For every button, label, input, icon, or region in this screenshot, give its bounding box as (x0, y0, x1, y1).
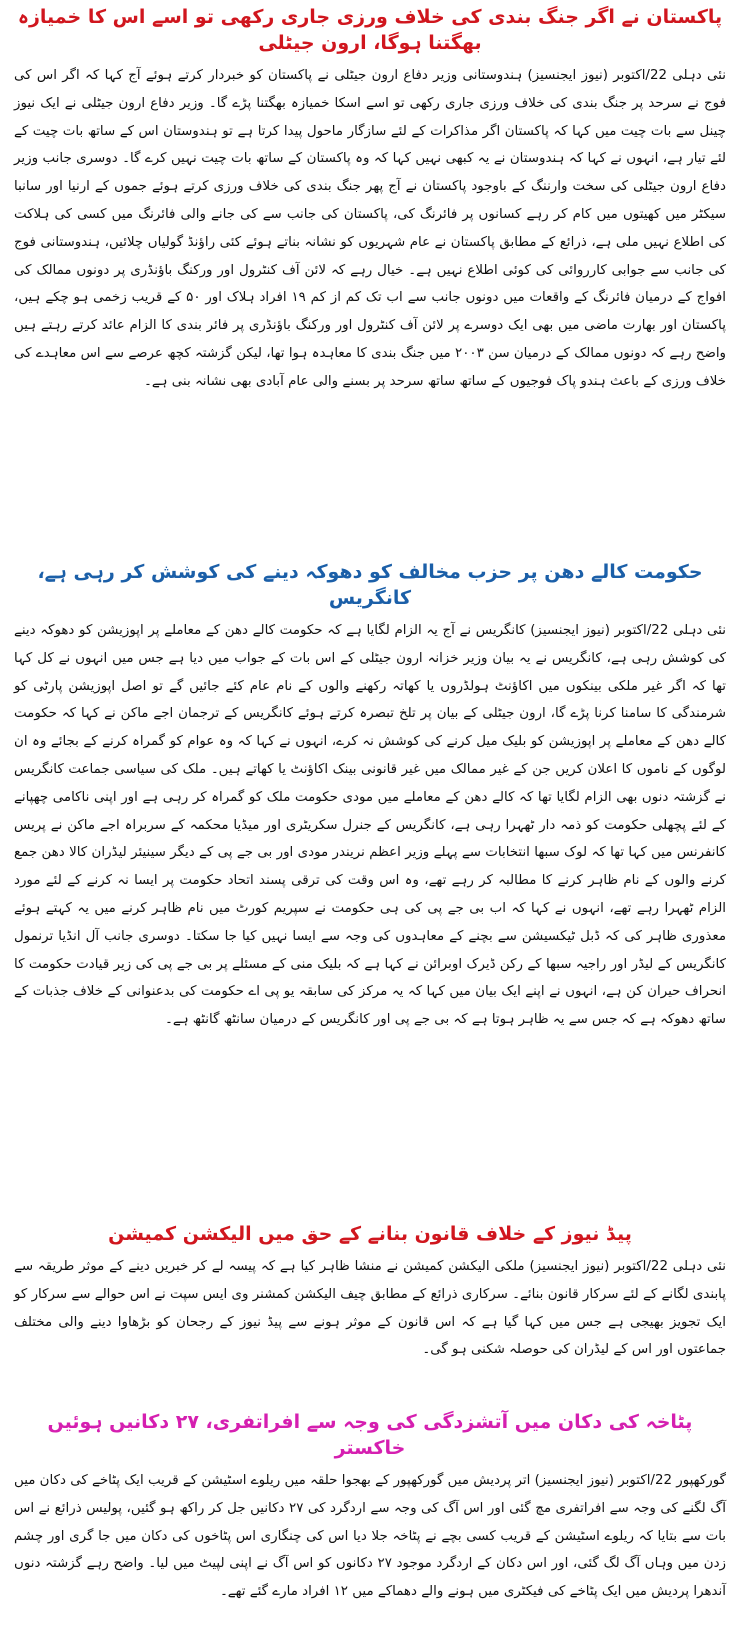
article-headline: پیڈ نیوز کے خلاف قانون بنانے کے حق میں الیکشن کمیشن (108, 1223, 632, 1245)
article-dateline: نئی دہلی 22/اکتوبر (نیوز ایجنسیز) (529, 1259, 726, 1274)
article-text: ملکی الیکشن کمیشن نے منشا ظاہر کیا ہے کہ پیسہ لے کر خبریں دینے کے موثر طریقہ سے پابندی لگانے کے لئے سرکار قانون بنائے۔ سرکاری ذرائع کے مطابق چیف الیکشن کمشنر وی ایس سپت نے اس حوالے سے سرکار کو ایک تجویز بھیجی ہے جس میں کہا گیا ہے کہ اس قانون کے موثر ہونے سے پیڈ نیوز کے رجحان کو بڑھاوا دینے والی مختلف جماعتوں اور اس کے لیڈران کی حوصلہ شکنی ہو گی۔ (14, 1259, 726, 1358)
article-headline: حکومت کالے دھن پر حزب مخالف کو دھوکہ دینے کی کوشش کر رہی ہے، کانگریس (37, 561, 703, 609)
article-dateline: نئی دہلی 22/اکتوبر (نیوز ایجنسیز) (530, 623, 726, 638)
article-paid-news (14, 1217, 726, 1405)
article-ceasefire (14, 0, 726, 555)
article-firecracker-fire (14, 1405, 726, 1640)
article-text: اتر پردیش میں گورکھپور کے بھجوا حلقہ میں ریلوے اسٹیشن کے قریب ایک پٹاخے کی دکان میں آگ لگنے کی وجہ سے افراتفری مچ گئی اور اس آگ کی وجہ سے اردگرد کی ۲۷ دکانیں جل کر راکھ ہو گئیں، پولیس ذرائع نے اس بات سے بتایا کہ ریلوے اسٹیشن کے قریب کسی بچے نے پٹاخہ جلا دیا اس کی چنگاری اس پٹاخوں کی دکان میں جا گری اور چشم زدن میں وہاں آگ لگ گئی، اور اس دکان کے اردگرد موجود ۲۷ دکانوں کو اس آگ نے اپنی لپیٹ میں لیا۔ واضح رہے گزشتہ دنوں آندھرا پردیش میں ایک پٹاخے کی فیکٹری میں ہونے والے دھماکے میں ۱۲ افراد مارے گئے تھے۔ (14, 1473, 726, 1600)
article-dateline: گورکھپور 22/اکتوبر (نیوز ایجنسیز) (534, 1473, 726, 1488)
article-text: ہندوستانی وزیر دفاع ارون جیٹلی نے پاکستان کو خبردار کرتے ہوئے آج کہا کہ اگر اس کی فوج نے سرحد پر جنگ بندی کی خلاف ورزی جاری رکھی تو اسے اسکا خمیازہ بھگتنا پڑے گا۔ وزیر دفاع ارون جیٹلی نے ایک نیوز چینل سے بات چیت میں کہا کہ پاکستان اگر مذاکرات کے لئے سازگار ماحول پیدا کرتا ہے تو ہندوستان اس کے ساتھ بات چیت کے لئے تیار ہے، انہوں نے کہا کہ ہندوستان نے یہ کبھی نہیں کہا کہ وہ پاکستان کے ساتھ بات چیت نہیں کرے گا۔ دوسری جانب وزیر دفاع ارون جیٹلی کی سخت وارننگ کے باوجود پاکستان نے آج پھر جنگ بندی کی خلاف ورزی کرتے ہوئے جموں کے ارنیا اور سانبا سیکٹر میں کھیتوں میں کام کر رہے کسانوں پر فائرنگ کی، پاکستان کی جانب سے کی جانے والی فائرنگ میں کسی کی ہلاکت کی اطلاع نہیں ملی ہے، ذرائع کے مطابق پاکستان نے عام شہریوں کو نشانہ بناتے ہوئے کئی راؤنڈ گولیاں چلائیں، ہندوستانی فوج کی جانب سے جوابی کارروائی کی کوئی اطلاع نہیں ہے۔ خیال رہے کہ لائن آف کنٹرول اور ورکنگ باؤنڈری پر دونوں ممالک کی افواج کے درمیان فائرنگ کے واقعات میں دونوں جانب سے اب تک کم از کم ۱۹ افراد ہلاک اور ۵۰ کے قریب زخمی ہو چکے ہیں، پاکستان اور بھارت ماضی میں بھی ایک دوسرے پر لائن آف کنٹرول اور ورکنگ باؤنڈری پر فائر بندی کا الزام عائد کرتے رہتے ہیں واضح رہے کہ دونوں ممالک کے درمیان سن ۲۰۰۳ میں جنگ بندی کا معاہدہ ہوا تھا، لیکن گزشتہ کچھ عرصے سے اس معاہدے کی خلاف ورزی کے باعث ہندو پاک فوجیوں کے ساتھ ساتھ سرحد پر بسنے والی عام آبادی بھی نشانہ بنی ہے۔ (14, 68, 727, 389)
article-dateline: نئی دہلی 22/اکتوبر (نیوز ایجنسیز) (527, 68, 726, 83)
article-headline: پاکستان نے اگر جنگ بندی کی خلاف ورزی جاری رکھی تو اسے اس کا خمیازہ بھگتنا ہوگا، ارون جیٹلی (17, 6, 723, 54)
article-body (14, 1253, 726, 1364)
article-body (14, 1467, 726, 1606)
article-headline: پٹاخہ کی دکان میں آتشزدگی کی وجہ سے افراتفری، ۲۷ دکانیں ہوئیں خاکستر (47, 1411, 693, 1459)
article-black-money (14, 555, 726, 1217)
article-text: کانگریس نے آج یہ الزام لگایا ہے کہ حکومت کالے دھن کے معاملے پر اپوزیشن کو دھوکہ دینے کی کوشش رہی ہے، کانگریس نے یہ بیان وزیر خزانہ ارون جیٹلی کے اس بات کے جواب میں دیا ہے جس میں انہوں نے کل کہا تھا کہ اگر غیر ملکی بینکوں میں اکاؤنٹ ہولڈروں یا کھاتہ رکھنے والوں کے نام عام کئے جائیں گے تو اصل اپوزیشن پارٹی کو شرمندگی کا سامنا کرنا پڑے گا، ارون جیٹلی کے بیان پر تلخ تبصرہ کرتے ہوئے کانگریس کے ترجمان اجے ماکن نے کہا کہ حکومت کالے دھن کے معاملے پر اپوزیشن کو بلیک میل کرنے کی کوشش نہ کرے، انہوں نے کہا کہ وہ عوام کو گمراہ کرنے کے بجائے وہ ان لوگوں کے ناموں کا اعلان کریں جن کے غیر ممالک میں غیر قانونی بینک اکاؤنٹ یا کھاتے ہیں۔ ملک کی سیاسی جماعت کانگریس نے گزشتہ دنوں بھی الزام لگایا تھا کہ کالے دھن کے معاملے میں مودی حکومت ملک کو گمراہ کر رہی ہے اور اپنی ناکامی چھپانے کے لئے پچھلی حکومت کو ذمہ دار ٹھہرا رہی ہے، کانگریس کے جنرل سکریٹری اور میڈیا محکمہ کے سربراہ اجے ماکن نے پریس کانفرنس میں کہا تھا کہ لوک سبھا انتخابات سے پہلے وزیر اعظم نریندر مودی اور بی جے پی کے دیگر سینیئر لیڈران کالا دھن جمع کرنے والوں کے نام ظاہر کرنے کا مطالبہ کر رہے تھے، وہ اس وقت کی ترقی پسند اتحاد حکومت پر ایسا نہ کرنے کے لئے مورد الزام ٹھہرا رہے تھے، انہوں نے کہا کہ اب بی جے پی کی ہی حکومت نے سپریم کورٹ میں نام ظاہر کرنے میں یہ کہتے ہوئے معذوری ظاہر کی کہ ڈبل ٹیکسیشن سے بچنے کے معاہدوں کی وجہ سے ایسا نہیں کیا جا سکتا۔ دوسری جانب آل انڈیا ترنمول کانگریس کے لیڈر اور راجیہ سبھا کے رکن ڈیرک اوبرائن نے کہا ہے کہ بلیک منی کے مسئلے پر بی جے پی کی زیر قیادت حکومت کا انحراف حیران کن ہے، انہوں نے اپنے ایک بیان میں کہا کہ یہ مرکز کی سابقہ یو پی اے حکومت کی بدعنوانی کے خلاف جذبات کے ساتھ دھوکہ ہے کہ جس سے یہ ظاہر ہوتا ہے کہ بی جے پی اور کانگریس کے درمیان سانٹھ گانٹھ ہے۔ (14, 623, 726, 1028)
article-body (14, 62, 726, 396)
article-body (14, 617, 726, 1034)
